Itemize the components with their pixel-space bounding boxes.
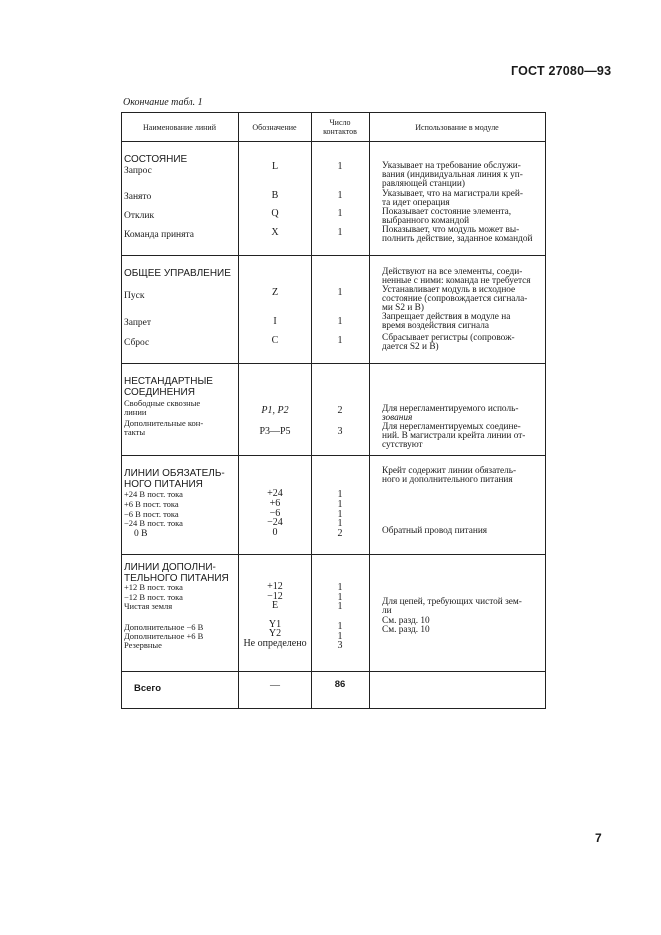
section-title: ЛИНИИ ОБЯЗАТЕЛЬ- НОГО ПИТАНИЯ [124,468,225,490]
line-name: Сброс [124,338,150,348]
line-designation: +12 [267,581,283,592]
line-usage: Сбрасывает регистры (сопровож- дается S2 и B) [382,333,515,352]
line-usage: Устанавливает модуль в исходное состояние (сопровождается сигнала- ми S2 и B) [382,285,528,313]
line-count: 2 [337,405,343,416]
section-divider [121,554,546,555]
section-title: ЛИНИИ ДОПОЛНИ- ТЕЛЬНОГО ПИТАНИЯ [124,562,229,584]
line-usage: См. разд. 10 [382,625,430,635]
line-usage: Показывает состояние элемента, выбранного командой [382,207,512,226]
line-designation: C [271,335,279,346]
line-count: 3 [337,426,343,437]
line-designation: Y2 [268,628,282,639]
line-name: +24 В пост. тока [124,489,183,499]
line-designation: +24 [267,488,283,499]
table-bottom-border [121,708,546,709]
line-designation: 0 [272,527,278,538]
line-designation: I [273,316,277,327]
line-count: 1 [337,227,343,238]
section-title: СОСТОЯНИЕ [124,154,188,165]
line-count: 1 [337,316,343,327]
line-name: Пуск [124,291,145,301]
line-designation: Y1 [268,619,282,630]
header-bottom-border [121,141,546,142]
line-name: Свободные сквозные линии [124,398,201,417]
line-designation: −12 [267,591,283,602]
line-count: 1 [337,601,343,612]
line-count: 1 [337,161,343,172]
line-usage: Для нерегламентируемых соедине- ний. В магистрали крейта линии от- сутствуют [382,422,526,450]
table-top-border [121,112,546,113]
line-name: Дополнительное −6 В [124,622,204,632]
line-usage: Указывает, что на магистрали крей- та идет операция [382,189,523,208]
line-designation: Z [271,287,279,298]
line-usage: Запрещает действия в модуле на время воздействия сигнала [382,312,511,331]
line-name: −24 В пост. тока [124,518,183,528]
line-designation: −24 [267,517,283,528]
line-count: 2 [337,528,343,539]
line-count: 1 [337,509,343,520]
line-count: 1 [337,489,343,500]
total-designation: — [270,680,280,691]
line-usage: См. разд. 10 [382,616,430,626]
line-designation: −6 [269,508,281,519]
total-count: 86 [334,679,346,690]
section-divider [121,363,546,364]
section-intro: Крейт содержит линии обязатель- ного и дополнительного питания [382,466,517,485]
lines-table [121,112,546,708]
header-name: Наименование линий [143,123,216,132]
header-usage: Использование в модуле [415,123,499,132]
line-count: 1 [337,208,343,219]
line-count: 1 [337,499,343,510]
section-title: ОБЩЕЕ УПРАВЛЕНИЕ [124,268,231,279]
line-name: Отклик [124,211,155,221]
section-intro: Действуют на все элементы, соеди- ненные с ними: команда не требуется [382,267,531,286]
col-divider [545,112,546,708]
line-count: 1 [337,287,343,298]
line-count: 1 [337,335,343,346]
line-usage: Указывает на требование обслужи- вания (индивидуальная линия к уп- равляющей станции) [382,161,523,189]
page-number: 7 [595,831,602,845]
line-designation: Q [271,208,279,219]
line-name: Запрос [124,166,152,176]
line-name: Дополнительное +6 В [124,631,204,641]
line-designation: P3—P5 [259,426,291,437]
line-name: Резервные [124,640,162,650]
line-designation: L [271,161,279,172]
table-caption: Окончание табл. 1 [123,97,203,108]
standard-number: ГОСТ 27080—93 [511,64,612,78]
line-count: 1 [337,621,343,632]
section-title: НЕСТАНДАРТНЫЕ СОЕДИНЕНИЯ [124,376,213,398]
line-name: −6 В пост. тока [124,509,179,519]
line-usage: Показывает, что модуль может вы- полнить действие, заданное командой [382,225,533,244]
total-label: Всего [134,683,162,694]
line-designation: P1, P2 [261,405,289,416]
col-divider [121,112,122,708]
line-usage: Обратный провод питания [382,526,488,536]
line-count: 3 [337,640,343,651]
line-count: 1 [337,190,343,201]
line-name: −12 В пост. тока [124,592,183,602]
line-count: 1 [337,518,343,529]
line-name: +6 В пост. тока [124,499,179,509]
line-count: 1 [337,631,343,642]
col-divider [369,112,370,708]
section-divider [121,255,546,256]
section-divider [121,455,546,456]
section-divider [121,671,546,672]
line-name: Занято [124,192,152,202]
line-designation: +6 [269,498,281,509]
line-name: Запрет [124,318,152,328]
line-usage: Для цепей, требующих чистой зем- ли [382,597,522,616]
line-designation: B [271,190,279,201]
header-designation: Обозначение [252,123,297,132]
line-name: Команда принята [124,230,194,240]
line-designation: Не определено [243,638,307,649]
line-designation: E [271,600,279,611]
header-count: Число контактов [323,118,357,136]
line-count: 1 [337,582,343,593]
line-name: Чистая земля [124,601,173,611]
line-name: +12 В пост. тока [124,582,183,592]
line-name: Дополнительные кон- такты [124,418,204,437]
line-usage: Для нерегламентируемого исполь- зования [382,404,519,423]
line-designation: X [271,227,279,238]
line-name: 0 В [134,529,148,539]
line-count: 1 [337,592,343,603]
